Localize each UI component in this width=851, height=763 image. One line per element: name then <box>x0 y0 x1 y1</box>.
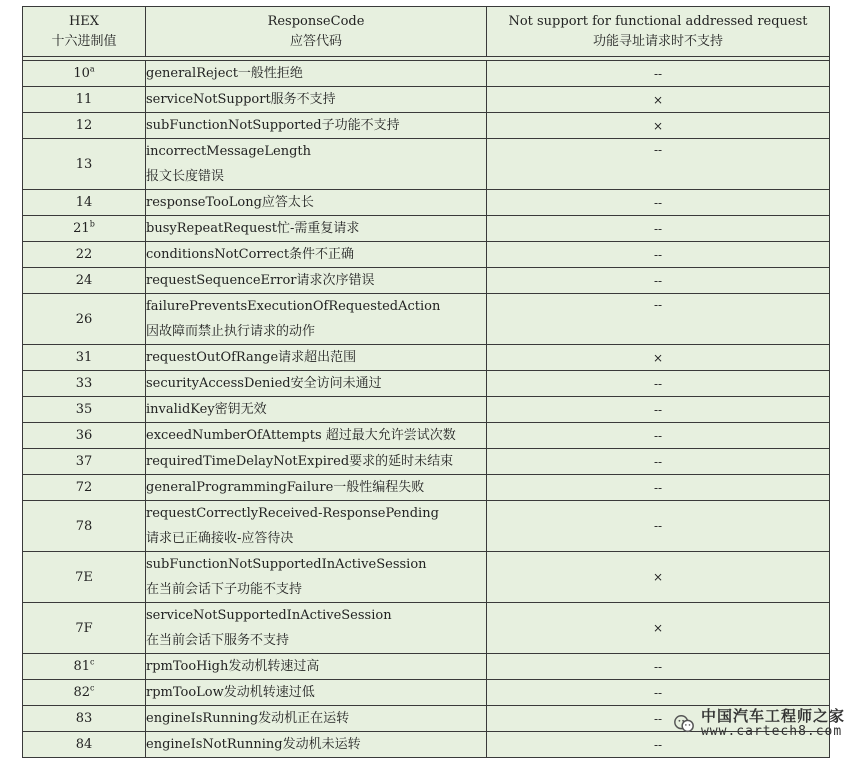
hex-cell <box>23 190 146 216</box>
functional-support-cell <box>487 680 830 706</box>
response-code-cell <box>146 423 487 449</box>
hex-value: 22 <box>75 247 93 262</box>
table-row <box>23 371 830 397</box>
table-row <box>23 268 830 294</box>
response-code-line: requestOutOfRange请求超出范围 <box>146 350 357 365</box>
table-row <box>23 87 830 113</box>
wechat-icon <box>673 713 695 735</box>
hex-value: 14 <box>75 195 93 210</box>
functional-support-cell <box>487 501 830 552</box>
functional-support-value: -- <box>653 195 663 210</box>
response-code-cell <box>146 397 487 423</box>
response-code-line: 在当前会话下服务不支持 <box>146 633 290 648</box>
hex-cell <box>23 423 146 449</box>
hex-cell <box>23 113 146 139</box>
hex-cell <box>23 732 146 758</box>
response-code-line: conditionsNotCorrect条件不正确 <box>146 247 355 262</box>
functional-support-value: × <box>652 350 664 365</box>
response-code-line: 在当前会话下子功能不支持 <box>146 582 303 597</box>
response-code-line: securityAccessDenied安全访问未通过 <box>146 376 382 391</box>
table-row <box>23 242 830 268</box>
response-code-line: incorrectMessageLength <box>146 144 311 159</box>
hex-value: 31 <box>75 350 93 365</box>
functional-support-cell <box>487 449 830 475</box>
functional-support-cell <box>487 216 830 242</box>
response-code-cell <box>146 87 487 113</box>
watermark-url: www.cartech8.com <box>700 724 843 739</box>
hex-value: 33 <box>75 376 93 391</box>
hex-value: 21 <box>73 221 90 236</box>
table-row <box>23 603 830 654</box>
functional-support-cell <box>487 294 830 345</box>
functional-support-cell <box>487 397 830 423</box>
hex-value: 84 <box>75 737 93 752</box>
hex-value: 13 <box>75 156 93 172</box>
hex-value: 26 <box>75 311 93 327</box>
response-code-line: engineIsNotRunning发动机未运转 <box>146 737 361 752</box>
functional-support-cell <box>487 87 830 113</box>
functional-support-cell <box>487 139 830 190</box>
response-code-cell <box>146 139 487 190</box>
table-row <box>23 475 830 501</box>
functional-support-value: × <box>652 92 664 107</box>
hex-cell <box>23 61 146 87</box>
hex-value: 7E <box>75 569 93 585</box>
watermark <box>673 709 845 739</box>
response-code-cell <box>146 501 487 552</box>
response-code-cell <box>146 61 487 87</box>
functional-support-value: -- <box>653 685 663 700</box>
response-code-cell <box>146 268 487 294</box>
hex-cell <box>23 242 146 268</box>
hex-value: 12 <box>75 118 93 133</box>
response-code-cell <box>146 294 487 345</box>
functional-support-value: -- <box>653 221 663 236</box>
footnote-marker: c <box>90 657 95 667</box>
table-row <box>23 216 830 242</box>
response-code-line: engineIsRunning发动机正在运转 <box>146 711 350 726</box>
hex-column-header <box>23 7 146 57</box>
table-row <box>23 680 830 706</box>
functional-support-value: -- <box>653 480 663 495</box>
functional-support-value: -- <box>653 737 663 752</box>
hex-value: 36 <box>75 428 93 443</box>
hex-value: 35 <box>75 402 93 417</box>
response-code-line: rpmTooHigh发动机转速过高 <box>146 659 320 674</box>
response-code-cell <box>146 552 487 603</box>
response-code-line: responseTooLong应答太长 <box>146 195 314 210</box>
response-code-cell <box>146 190 487 216</box>
response-code-line: requestCorrectlyReceived-ResponsePending <box>146 506 439 521</box>
hex-cell <box>23 371 146 397</box>
table-row <box>23 449 830 475</box>
functional-support-cell <box>487 345 830 371</box>
hex-cell <box>23 268 146 294</box>
watermark-title: 中国汽车工程师之家 <box>700 707 845 725</box>
response-code-line: requiredTimeDelayNotExpired要求的延时未结束 <box>146 454 454 469</box>
response-code-line: exceedNumberOfAttempts 超过最大允许尝试次数 <box>146 428 456 443</box>
response-code-cell <box>146 732 487 758</box>
hex-cell <box>23 552 146 603</box>
table-row <box>23 294 830 345</box>
response-code-cell <box>146 345 487 371</box>
hex-value: 37 <box>75 454 93 469</box>
response-code-cell <box>146 654 487 680</box>
functional-support-cell <box>487 190 830 216</box>
response-code-line: busyRepeatRequest忙-需重复请求 <box>146 221 360 236</box>
functional-support-cell <box>487 654 830 680</box>
hex-header-en: HEX <box>68 13 100 29</box>
response-code-cell <box>146 242 487 268</box>
response-code-cell <box>146 216 487 242</box>
table-row <box>23 501 830 552</box>
functional-support-cell <box>487 603 830 654</box>
response-code-line: serviceNotSupport服务不支持 <box>146 92 336 107</box>
functional-support-value: -- <box>653 519 663 533</box>
response-code-line: 请求已正确接收-应答待决 <box>146 531 294 546</box>
hex-cell <box>23 216 146 242</box>
functional-support-value: × <box>652 570 664 584</box>
hex-value: 82 <box>73 685 91 700</box>
hex-cell <box>23 449 146 475</box>
response-code-line: generalProgrammingFailure一般性编程失败 <box>146 480 425 495</box>
functional-support-value: -- <box>653 66 663 81</box>
hex-value: 83 <box>75 711 93 726</box>
table-row <box>23 654 830 680</box>
functional-support-value: -- <box>653 659 663 674</box>
hex-header-cn: 十六进制值 <box>51 33 117 49</box>
table-row <box>23 61 830 87</box>
table-header-row <box>23 7 830 57</box>
response-code-cell <box>146 706 487 732</box>
hex-value: 78 <box>75 518 93 534</box>
table-row <box>23 190 830 216</box>
hex-value: 10 <box>73 66 90 81</box>
functional-support-cell <box>487 423 830 449</box>
code-header-cn: 应答代码 <box>289 33 342 49</box>
response-code-line: subFunctionNotSupported子功能不支持 <box>146 118 400 133</box>
functional-support-cell <box>487 371 830 397</box>
nrc-table-body <box>23 61 830 758</box>
response-code-line: requestSequenceError请求次序错误 <box>146 273 375 288</box>
response-code-cell <box>146 371 487 397</box>
functional-support-value: -- <box>653 247 663 262</box>
response-code-line: rpmTooLow发动机转速过低 <box>146 685 315 700</box>
functional-support-value: -- <box>653 402 663 417</box>
functional-support-cell <box>487 61 830 87</box>
footnote-marker: a <box>89 64 95 74</box>
hex-cell <box>23 706 146 732</box>
hex-cell <box>23 501 146 552</box>
hex-cell <box>23 294 146 345</box>
functional-support-value: -- <box>653 711 663 726</box>
response-code-line: generalReject一般性拒绝 <box>146 66 303 81</box>
hex-cell <box>23 680 146 706</box>
functional-support-cell <box>487 475 830 501</box>
table-row <box>23 552 830 603</box>
functional-support-value: -- <box>653 273 663 288</box>
hex-value: 72 <box>75 480 93 495</box>
response-code-line: 因故障而禁止执行请求的动作 <box>146 324 316 339</box>
table-row <box>23 397 830 423</box>
response-code-line: invalidKey密钥无效 <box>146 402 267 417</box>
hex-cell <box>23 475 146 501</box>
hex-cell <box>23 603 146 654</box>
functional-support-cell <box>487 242 830 268</box>
functional-support-value: -- <box>653 298 663 312</box>
response-code-cell <box>146 475 487 501</box>
ns-column-header <box>487 7 830 57</box>
functional-support-cell <box>487 113 830 139</box>
code-header-en: ResponseCode <box>267 13 365 29</box>
footnote-marker: b <box>89 219 95 229</box>
response-code-cell <box>146 113 487 139</box>
table-row <box>23 139 830 190</box>
functional-support-cell <box>487 268 830 294</box>
response-code-cell <box>146 449 487 475</box>
table-row <box>23 345 830 371</box>
hex-cell <box>23 654 146 680</box>
hex-value: 7F <box>75 620 93 636</box>
response-code-line: 报文长度错误 <box>146 169 225 184</box>
functional-support-cell <box>487 552 830 603</box>
functional-support-value: -- <box>653 376 663 391</box>
functional-support-value: × <box>652 118 664 133</box>
response-code-cell <box>146 603 487 654</box>
hex-value: 11 <box>75 92 93 107</box>
hex-value: 24 <box>75 273 93 288</box>
ns-header-en: Not support for functional addressed request <box>508 13 808 29</box>
hex-cell <box>23 345 146 371</box>
table-row <box>23 113 830 139</box>
hex-cell <box>23 397 146 423</box>
response-code-line: failurePreventsExecutionOfRequestedAction <box>146 299 441 314</box>
hex-cell <box>23 139 146 190</box>
footnote-marker: c <box>90 683 95 693</box>
functional-support-value: -- <box>653 428 663 443</box>
table-row <box>23 423 830 449</box>
functional-support-value: × <box>652 621 664 635</box>
hex-value: 81 <box>73 659 91 674</box>
code-column-header <box>146 7 487 57</box>
response-code-line: subFunctionNotSupportedInActiveSession <box>146 557 427 572</box>
hex-cell <box>23 87 146 113</box>
functional-support-value: -- <box>653 143 663 157</box>
response-code-cell <box>146 680 487 706</box>
functional-support-value: -- <box>653 454 663 469</box>
ns-header-cn: 功能寻址请求时不支持 <box>592 33 723 49</box>
nrc-table <box>22 6 830 758</box>
response-code-line: serviceNotSupportedInActiveSession <box>146 608 392 623</box>
